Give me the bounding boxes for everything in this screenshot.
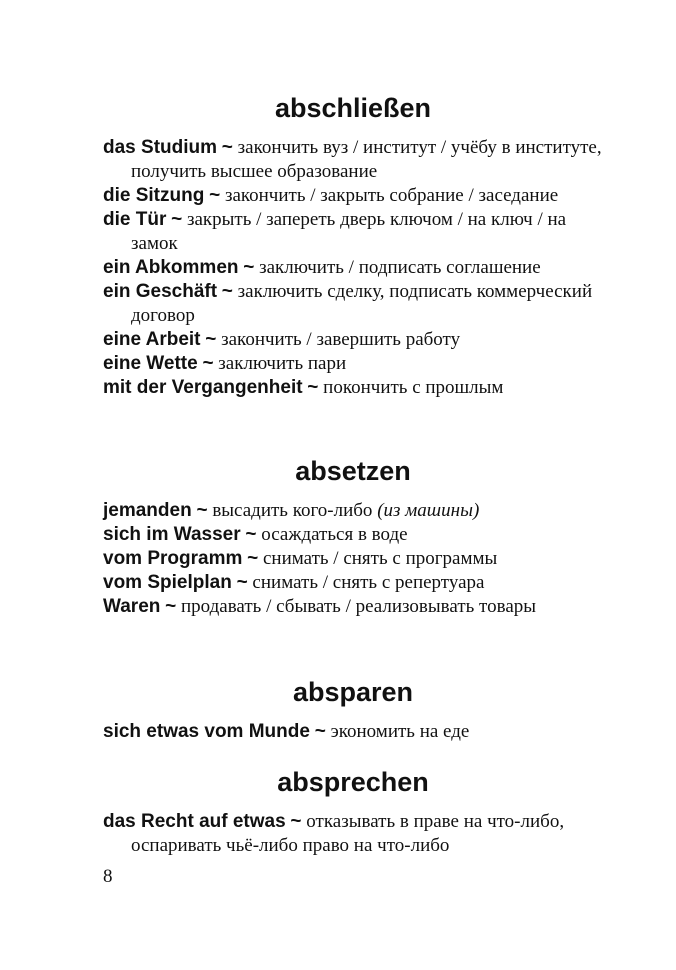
entry (103, 136, 603, 184)
entry-term: vom Spielplan (103, 572, 232, 593)
entry (103, 184, 603, 208)
entry-list (103, 499, 603, 619)
entry-translation: экономить на еде (330, 721, 470, 742)
entry-term: vom Programm (103, 548, 243, 569)
entry-note: (из машины) (377, 500, 480, 521)
tilde-sign: ~ (202, 353, 214, 374)
section-absparen (103, 676, 603, 744)
entry-translation: закончить / закрыть собрание / заседание (224, 185, 559, 206)
entry-term: Waren (103, 596, 161, 617)
tilde-sign: ~ (236, 572, 248, 593)
entry-translation: закончить / завершить работу (221, 329, 461, 350)
tilde-sign: ~ (205, 329, 217, 350)
tilde-sign: ~ (243, 257, 255, 278)
entry (103, 328, 603, 352)
section-heading: absprechen (277, 767, 429, 797)
entry-translation: высадить кого-либо (212, 500, 373, 521)
entry (103, 547, 603, 571)
entry-translation: заключить сделку, подписать коммерческий договор (131, 281, 593, 326)
entry-translation: снимать / снять с репертуара (252, 572, 485, 593)
section-heading: abschließen (274, 93, 432, 123)
entry-term: eine Wette (103, 353, 198, 374)
entry (103, 208, 603, 256)
entry-translation: отказывать в праве на что-либо, оспаривать чьё-либо право на что-либо (131, 811, 565, 856)
section-absprechen (103, 766, 603, 858)
entry-term: jemanden (103, 500, 192, 521)
entry (103, 810, 603, 858)
section-heading: absparen (292, 677, 414, 707)
tilde-sign: ~ (290, 811, 302, 832)
entry-term: ein Abkommen (103, 257, 239, 278)
entry (103, 256, 603, 280)
entry-translation: закончить вуз / институт / учёбу в институте, получить высшее образование (131, 137, 602, 182)
tilde-sign: ~ (165, 596, 177, 617)
entry-term: ein Geschäft (103, 281, 218, 302)
entry (103, 523, 603, 547)
tilde-sign: ~ (247, 548, 259, 569)
entry-list (103, 810, 603, 858)
entry (103, 595, 603, 619)
section-abschliessen (103, 92, 603, 400)
entry-translation: закрыть / запереть дверь ключом / на ключ / на замок (131, 209, 567, 254)
entry-term: sich im Wasser (103, 524, 241, 545)
tilde-sign: ~ (209, 185, 221, 206)
entry-translation: снимать / снять с программы (262, 548, 498, 569)
entry-term: die Sitzung (103, 185, 205, 206)
entry (103, 376, 603, 400)
entry (103, 720, 603, 744)
tilde-sign: ~ (196, 500, 208, 521)
entry-term: das Recht auf etwas (103, 811, 286, 832)
tilde-sign: ~ (221, 137, 233, 158)
entry-translation: заключить / подписать соглашение (259, 257, 541, 278)
tilde-sign: ~ (314, 721, 326, 742)
tilde-sign: ~ (171, 209, 183, 230)
entry-term: das Studium (103, 137, 218, 158)
tilde-sign: ~ (245, 524, 257, 545)
tilde-sign: ~ (221, 281, 233, 302)
entry-translation: покончить с прошлым (323, 377, 504, 398)
entry-translation: продавать / сбывать / реализовывать товары (180, 596, 537, 617)
entry-translation: осаждаться в воде (261, 524, 408, 545)
page-number: 8 (103, 866, 113, 887)
entry-term: mit der Vergangenheit (103, 377, 303, 398)
section-heading: absetzen (295, 456, 411, 486)
entry-term: sich etwas vom Munde (103, 721, 310, 742)
entry-list (103, 136, 603, 400)
entry-term: eine Arbeit (103, 329, 201, 350)
tilde-sign: ~ (307, 377, 319, 398)
entry-list (103, 720, 603, 744)
entry (103, 571, 603, 595)
entry (103, 352, 603, 376)
section-absetzen (103, 455, 603, 619)
entry-term: die Tür (103, 209, 167, 230)
entry (103, 499, 603, 523)
entry-translation: заключить пари (218, 353, 347, 374)
entry (103, 280, 603, 328)
